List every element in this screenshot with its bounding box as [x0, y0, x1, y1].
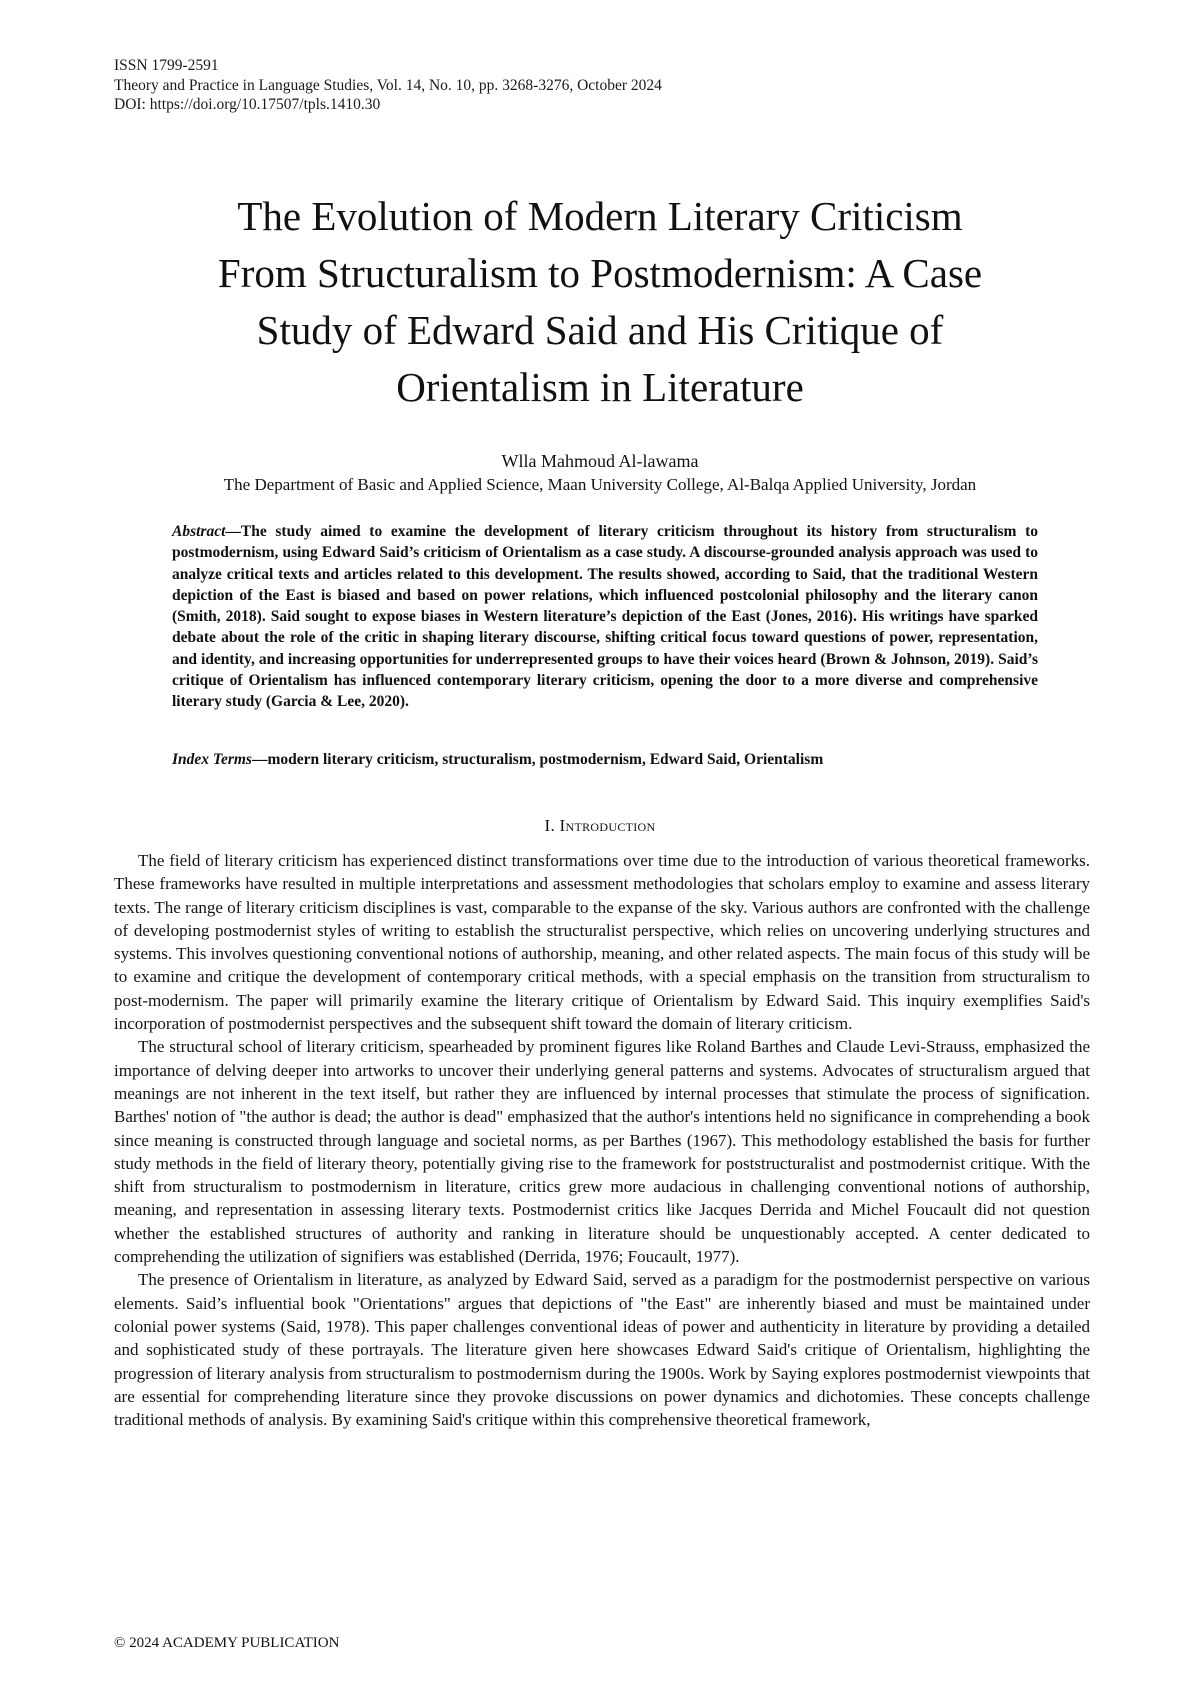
title-line-3: Study of Edward Said and His Critique of — [256, 307, 944, 353]
journal-citation-line: Theory and Practice in Language Studies, Vol. 14, No. 10, pp. 3268-3276, October 2024 — [114, 76, 662, 94]
paragraph-1: The field of literary criticism has experienced distinct transformations over time due to the introduction of various theoretical frameworks. These frameworks have resulted in multiple interpretations and assessment methodologies that scholars employ to examine and assess literary texts. The range of literary criticism disciplines is vast, comparable to the expanse of the sky. Various authors are confronted with the challenge of developing postmodernist styles of writing to establish the structuralist perspective, which relies on uncovering underlying structures and systems. This involves questioning conventional notions of authorship, meaning, and other related aspects. The main focus of this study will be to examine and critique the development of contemporary critical methods, with a special emphasis on the transition from structuralism to post-modernism. The paper will primarily examine the literary critique of Orientalism by Edward Said. This inquiry exemplifies Said's incorporation of postmodernist perspectives and the subsequent shift toward the domain of literary criticism. — [114, 851, 1090, 1034]
abstract-text: —The study aimed to examine the development of literary criticism throughout its history from structuralism to postmodernism, using Edward Said’s criticism of Orientalism as a case study. A discourse-grounded analysis approach was used to analyze critical texts and articles related to this development. The results showed, according to Said, that the traditional Western depiction of the East is biased and based on power relations, which influenced postcolonial philosophy and the literary canon (Smith, 2018). Said sought to expose biases in Western literature’s depiction of the East (Jones, 2016). His writings have sparked debate about the role of the critic in shaping literary discourse, shifting critical focus toward questions of power, representation, and identity, and increasing opportunities for underrepresented groups to have their voices heard (Brown & Johnson, 2019). Said’s critique of Orientalism has influenced contemporary literary criticism, opening the door to a more diverse and comprehensive literary study (Garcia & Lee, 2020). — [172, 523, 1038, 711]
index-terms-text: —modern literary criticism, structuralism, postmodernism, Edward Said, Orientalism — [251, 751, 824, 768]
doi-line[interactable]: DOI: https://doi.org/10.17507/tpls.1410.30 — [114, 96, 381, 113]
abstract-label: Abstract — [172, 523, 226, 540]
author-name: Wlla Mahmoud Al-lawama — [501, 451, 699, 471]
section-heading-introduction: I. Introduction — [544, 816, 656, 835]
body-text — [114, 849, 1090, 1431]
journal-header — [114, 56, 662, 115]
author-affiliation: The Department of Basic and Applied Science, Maan University College, Al-Balqa Applied University, Jordan — [223, 475, 977, 494]
title-line-1: The Evolution of Modern Literary Criticism — [237, 193, 963, 239]
title-line-2: From Structuralism to Postmodernism: A Case — [217, 250, 983, 296]
abstract — [172, 521, 1038, 713]
page-footer: © 2024 ACADEMY PUBLICATION — [114, 1635, 340, 1651]
paragraph-2: The structural school of literary criticism, spearheaded by prominent figures like Roland Barthes and Claude Levi-Strauss, emphasized the importance of delving deeper into artworks to uncover their underlying general patterns and systems. Advocates of structuralism argued that meanings are not inherent in the text itself, but rather they are influenced by internal processes that stimulate the process of signification. Barthes' notion of "the author is dead; the author is dead" emphasized that the author's intentions held no significance in comprehending a book since meaning is constructed through language and societal norms, as per Barthes (1967). This methodology established the basis for further study methods in the field of literary theory, potentially giving rise to the framework for poststructuralist and postmodernist critique. With the shift from structuralism to postmodernism in literature, critics grew more audacious in challenging conventional notions of authorship, meaning, and representation in assessing literary texts. Postmodernist critics like Jacques Derrida and Michel Foucault did not question whether the established structures of authority and ranking in literature should be unquestionably accepted. A center dedicated to comprehending the utilization of signifiers was established (Derrida, 1976; Foucault, 1977). — [114, 1037, 1090, 1267]
issn-line: ISSN 1799-2591 — [114, 57, 219, 74]
index-terms — [172, 749, 1038, 770]
paragraph-3: The presence of Orientalism in literature, as analyzed by Edward Said, served as a paradigm for the postmodernist perspective on various elements. Said’s influential book "Orientations" argues that depictions of "the East" are inherently biased and must be maintained under colonial power systems (Said, 1978). This paper challenges conventional ideas of power and authenticity in literature by providing a detailed and sophisticated study of these portrayals. The literature given here showcases Edward Said's critique of Orientalism, highlighting the progression of literary analysis from structuralism to postmodernism during the 1900s. Work by Saying explores postmodernist viewpoints that are essential for comprehending literature since they provoke discussions on power dynamics and dichotomies. These concepts challenge traditional methods of analysis. By examining Said's critique within this comprehensive theoretical framework, — [114, 1270, 1090, 1430]
title-line-4: Orientalism in Literature — [396, 364, 804, 410]
paper-title — [100, 188, 1100, 416]
index-terms-label: Index Terms — [172, 751, 252, 768]
